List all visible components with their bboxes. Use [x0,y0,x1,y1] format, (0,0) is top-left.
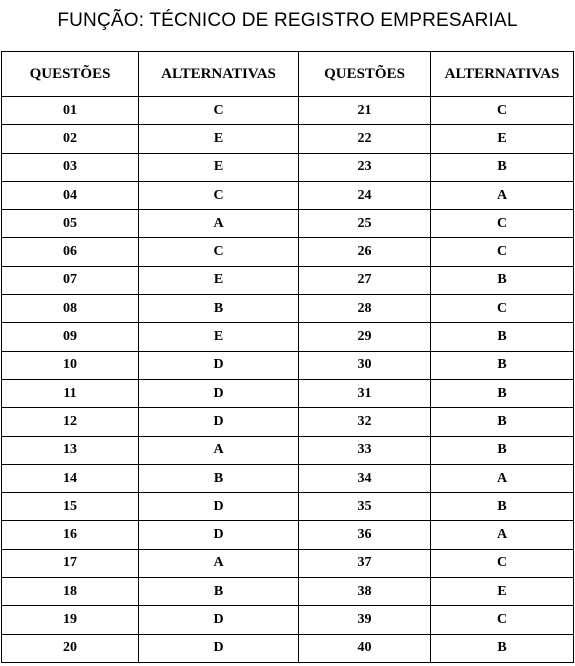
table-header-row [2,52,574,97]
question-number: 11 [2,379,139,407]
question-number: 25 [299,210,431,238]
answer-letter: C [431,97,574,125]
question-number: 33 [299,436,431,464]
question-number: 26 [299,238,431,266]
answer-letter: C [431,210,574,238]
answer-letter: E [139,323,299,351]
question-number: 28 [299,295,431,323]
header-questoes-right: QUESTÕES [299,52,431,97]
question-number: 20 [2,634,139,662]
answer-letter: C [431,549,574,577]
question-number: 24 [299,181,431,209]
question-number: 04 [2,181,139,209]
question-number: 29 [299,323,431,351]
question-number: 13 [2,436,139,464]
question-number: 14 [2,464,139,492]
table-row [2,125,574,153]
table-row [2,181,574,209]
question-number: 05 [2,210,139,238]
question-number: 02 [2,125,139,153]
table-row [2,153,574,181]
answer-letter: C [431,238,574,266]
question-number: 10 [2,351,139,379]
table-row [2,238,574,266]
answer-letter: A [431,181,574,209]
question-number: 31 [299,379,431,407]
answer-letter: A [139,436,299,464]
answer-letter: D [139,521,299,549]
answer-letter: B [431,379,574,407]
answer-letter: E [139,153,299,181]
question-number: 09 [2,323,139,351]
page-title: FUNÇÃO: TÉCNICO DE REGISTRO EMPRESARIAL [57,10,518,31]
answer-letter: B [431,153,574,181]
answer-letter: B [139,464,299,492]
answer-letter: D [139,408,299,436]
answer-letter: E [431,578,574,606]
answer-letter: B [431,634,574,662]
question-number: 17 [2,549,139,577]
question-number: 40 [299,634,431,662]
table-row [2,578,574,606]
question-number: 27 [299,266,431,294]
question-number: 12 [2,408,139,436]
question-number: 38 [299,578,431,606]
answer-letter: A [139,210,299,238]
question-number: 16 [2,521,139,549]
answer-letter: D [139,493,299,521]
answer-letter: C [139,97,299,125]
answer-letter: B [139,578,299,606]
answer-letter: D [139,634,299,662]
table-row [2,266,574,294]
question-number: 18 [2,578,139,606]
question-number: 35 [299,493,431,521]
answer-letter: E [139,266,299,294]
answer-letter: D [139,379,299,407]
answer-letter: E [139,125,299,153]
question-number: 15 [2,493,139,521]
question-number: 23 [299,153,431,181]
answer-letter: B [431,436,574,464]
answer-letter: C [139,181,299,209]
answer-letter: C [431,606,574,634]
answer-letter: B [431,493,574,521]
table-row [2,408,574,436]
table-row [2,379,574,407]
question-number: 01 [2,97,139,125]
question-number: 21 [299,97,431,125]
question-number: 34 [299,464,431,492]
answer-letter: D [139,606,299,634]
question-number: 03 [2,153,139,181]
question-number: 22 [299,125,431,153]
question-number: 30 [299,351,431,379]
table-row [2,549,574,577]
question-number: 19 [2,606,139,634]
answer-letter: D [139,351,299,379]
question-number: 36 [299,521,431,549]
answer-key-table [1,51,574,663]
table-row [2,464,574,492]
table-row [2,606,574,634]
table-row [2,295,574,323]
header-alternativas-left: ALTERNATIVAS [139,52,299,97]
answer-letter: B [139,295,299,323]
table-body [2,97,574,663]
question-number: 32 [299,408,431,436]
table-row [2,436,574,464]
table-row [2,351,574,379]
answer-letter: B [431,408,574,436]
table-row [2,521,574,549]
table-row [2,493,574,521]
table-row [2,97,574,125]
table-row [2,323,574,351]
answer-letter: A [139,549,299,577]
question-number: 06 [2,238,139,266]
question-number: 08 [2,295,139,323]
question-number: 37 [299,549,431,577]
answer-letter: B [431,351,574,379]
question-number: 07 [2,266,139,294]
answer-letter: A [431,521,574,549]
answer-letter: E [431,125,574,153]
answer-letter: B [431,266,574,294]
question-number: 39 [299,606,431,634]
answer-letter: C [139,238,299,266]
table-row [2,210,574,238]
table-row [2,634,574,662]
header-questoes-left: QUESTÕES [2,52,139,97]
answer-letter: A [431,464,574,492]
header-alternativas-right: ALTERNATIVAS [431,52,574,97]
answer-letter: C [431,295,574,323]
answer-letter: B [431,323,574,351]
